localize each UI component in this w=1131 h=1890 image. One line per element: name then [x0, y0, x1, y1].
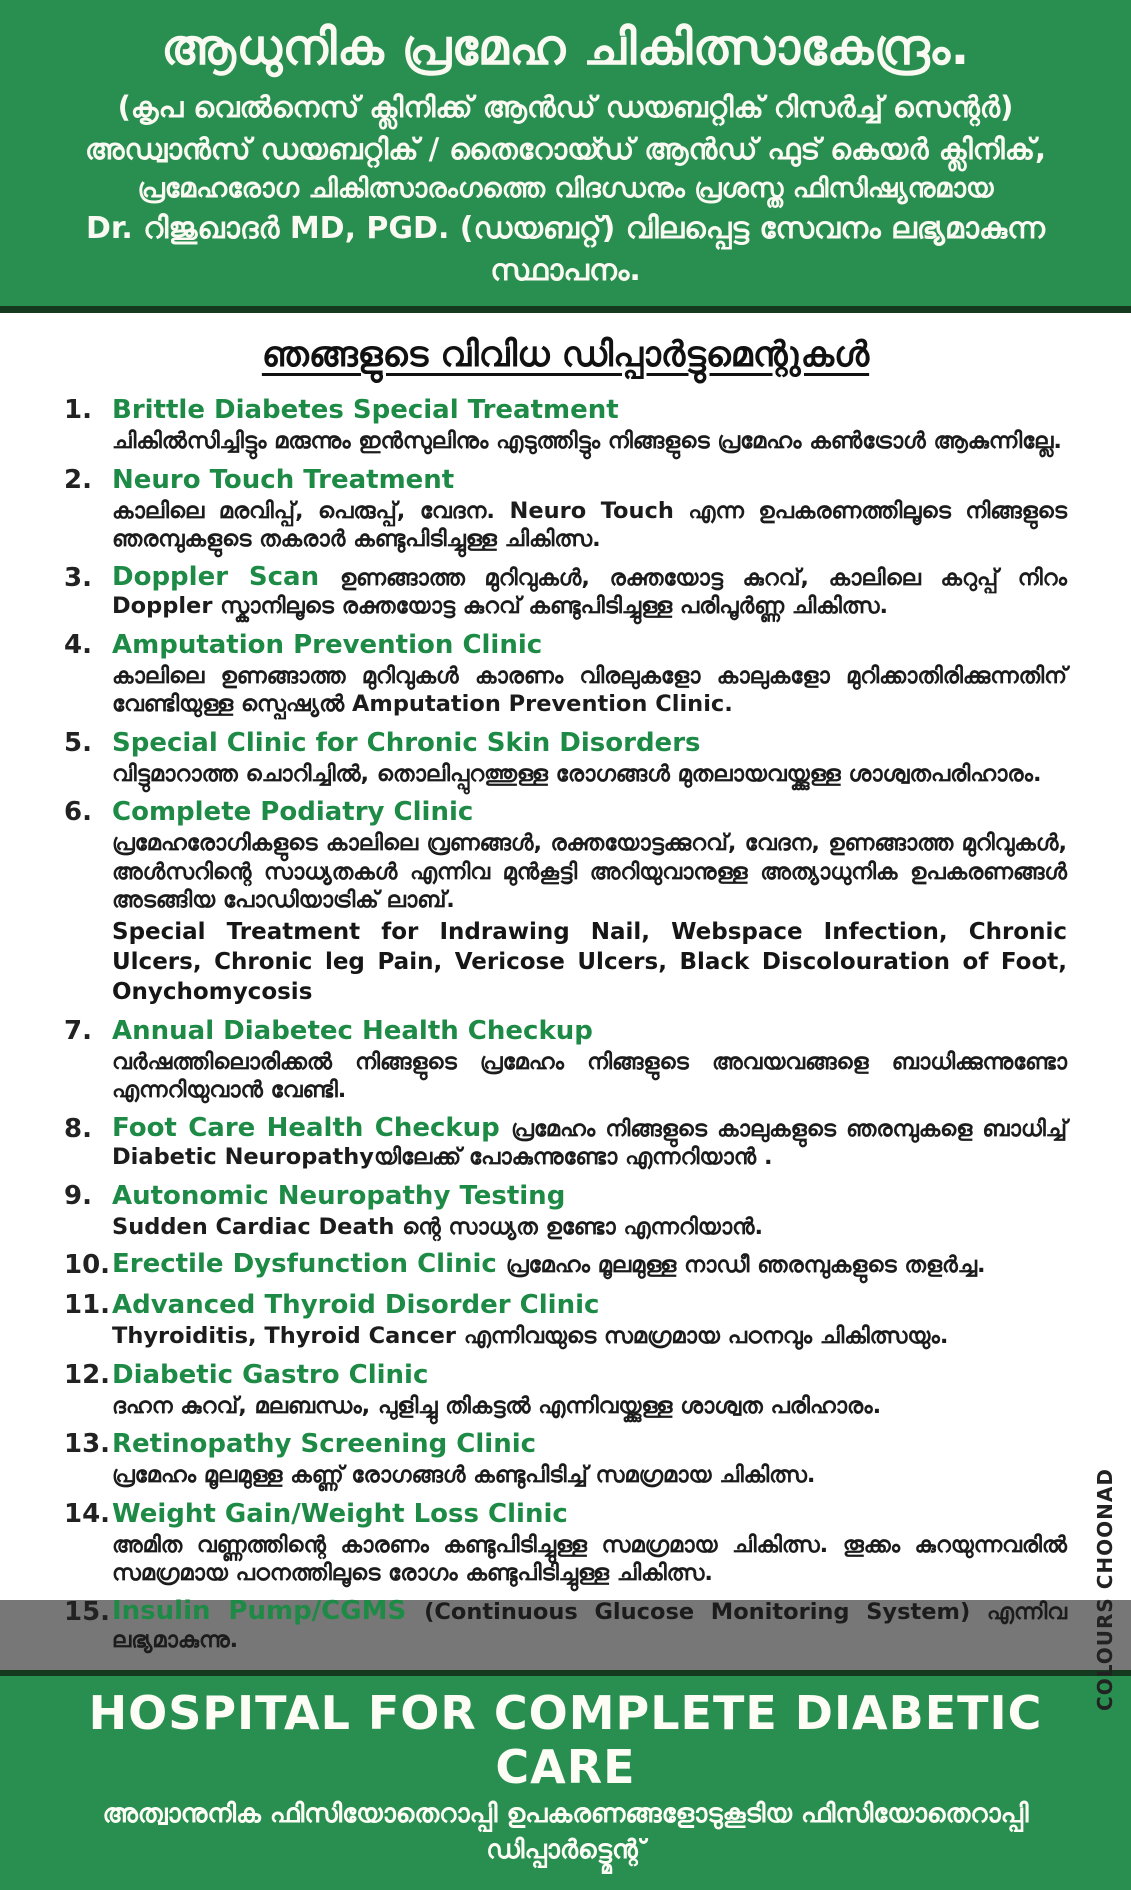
item-description: കാലിലെ ഉണങ്ങാത്ത മുറിവുകൾ കാരണം വിരലുകളോ കാലുകളോ മുറിക്കാതിരിക്കുന്നതിന് വേണ്ടിയുള്ള സ്പെഷ്യൽ Amputation Prevention Clinic.: [112, 662, 1067, 717]
item-description: വർഷത്തിലൊരിക്കൽ നിങ്ങളുടെ പ്രമേഹം നിങ്ങളുടെ അവയവങ്ങളെ ബാധിക്കുന്നുണ്ടോ എന്നറിയുവാൻ വേണ്ടി.: [112, 1048, 1067, 1103]
item-heading: Doppler Scan: [112, 561, 340, 592]
item-heading: Neuro Touch Treatment: [112, 464, 455, 495]
section-title: ഞങ്ങളുടെ വിവിധ ഡിപ്പാർട്ടുമെന്റുകൾ: [261, 335, 870, 375]
item-heading: Weight Gain/Weight Loss Clinic: [112, 1498, 568, 1529]
item-content: [112, 395, 1067, 456]
item-number: 6.: [64, 797, 92, 827]
item-content: [112, 1597, 1067, 1655]
item-heading: Foot Care Health Checkup: [112, 1112, 512, 1143]
masthead: [0, 0, 1131, 313]
item-heading: Amputation Prevention Clinic: [112, 629, 543, 660]
item-number: 13.: [64, 1429, 111, 1459]
item-content: [112, 630, 1067, 719]
item-description: അമിത വണ്ണത്തിന്റെ കാരണം കണ്ടുപിടിച്ചുള്ള സമഗ്രമായ ചികിത്സ. തൂക്കം കുറയുന്നവരിൽ സമഗ്രമായ പഠനത്തിലൂടെ രോഗം കണ്ടുപിടിച്ചുള്ള ചികിത്സ.: [112, 1531, 1067, 1586]
item-heading: Complete Podiatry Clinic: [112, 797, 474, 827]
clinic-title: ആധുനിക പ്രമേഹ ചികിത്സാകേന്ദ്രം.: [161, 19, 970, 76]
item-description: കാലിലെ മരവിപ്പ്, പെരുപ്പ്, വേദന. Neuro Touch എന്ന ഉപകരണത്തിലൂടെ നിങ്ങളുടെ ഞരമ്പുകളുടെ തകരാർ കണ്ടുപിടിച്ചുള്ള ചികിത്സ.: [112, 497, 1067, 552]
item-description: പ്രമേഹരോഗികളുടെ കാലിലെ വ്രണങ്ങൾ, രക്തയോട്ടക്കുറവ്, വേദന, ഉണങ്ങാത്ത മുറിവുകൾ, അൾസറിന്റെ സാധ്യതകൾ എന്നിവ മുൻകൂട്ടി അറിയുവാനുള്ള അത്യാധുനിക ഉപകരണങ്ങൾ അടങ്ങിയ പോഡിയാട്രിക് ലാബ്.: [112, 830, 1067, 913]
item-number: 12.: [64, 1359, 111, 1390]
item-description: വിട്ടുമാറാത്ത ചൊറിച്ചിൽ, തൊലിപ്പുറത്തുള്ള രോഗങ്ങൾ മുതലായവയ്ക്കുള്ള ശാശ്വതപരിഹാരം.: [112, 760, 1042, 787]
item-description: ദഹന കുറവ്, മലബന്ധം, പുളിച്ചു തികട്ടൽ എന്നിവയ്ക്കുള്ള ശാശ്വത പരിഹാരം.: [112, 1392, 882, 1419]
department-item: [64, 1360, 1067, 1421]
item-description: Doppler Scan ഉണങ്ങാത്ത മുറിവുകൾ, രക്തയോട്ട കുറവ്, കാലിലെ കറുപ്പ് നിറം Doppler സ്കാനിലൂടെ രക്തയോട്ട കുറവ് കണ്ടുപിടിച്ചുള്ള പരിപൂർണ്ണ ചികിത്സ.: [112, 561, 1067, 619]
department-item: [64, 630, 1067, 719]
footer-banner: [0, 1670, 1131, 1890]
department-item: [64, 465, 1067, 554]
department-item: [64, 1499, 1067, 1588]
department-item: [64, 728, 1067, 789]
item-number: 1.: [64, 395, 92, 425]
item-number: 3.: [64, 562, 92, 593]
footer-subtitle: അത്വാനുനിക ഫിസിയോതെറാപ്പി ഉപകരണങ്ങളോടുകൂടിയ ഫിസിയോതെറാപ്പി ഡിപ്പാർട്ട്മെന്റ്: [102, 1798, 1029, 1865]
item-content: [112, 797, 1067, 1007]
item-description-english: Special Treatment for Indrawing Nail, Webspace Infection, Chronic Ulcers, Chronic leg Pain, Vericose Ulcers, Black Discolouration of Foot, Onychomycosis: [112, 918, 1067, 1005]
item-content: [112, 563, 1067, 621]
item-heading: Erectile Dysfunction Clinic: [112, 1249, 506, 1279]
item-number: 8.: [64, 1113, 92, 1144]
doctor-name-line: Dr. റിജുഖാദർ MD, PGD. (ഡയബറ്റ്) വിലപ്പെട്ട സേവനം ലഭ്യമാകുന്ന സ്ഥാപനം.: [86, 211, 1045, 288]
item-heading: Brittle Diabetes Special Treatment: [112, 395, 619, 425]
item-description: Thyroiditis, Thyroid Cancer എന്നിവയുടെ സമഗ്രമായ പഠനവും ചികിത്സയും.: [112, 1323, 949, 1349]
clinic-subtitle-services: അഡ്വാൻസ് ഡയബറ്റിക് / തൈറോയ്ഡ് ആൻഡ് ഫുട് കെയർ ക്ലിനിക്,: [84, 132, 1046, 166]
item-heading: Retinopathy Screening Clinic: [112, 1429, 537, 1459]
item-heading: Special Clinic for Chronic Skin Disorders: [112, 727, 701, 758]
department-item: [64, 1429, 1067, 1490]
item-number: 15.: [64, 1596, 111, 1627]
item-description: Foot Care Health Checkup പ്രമേഹം നിങ്ങളുടെ കാലുകളുടെ ഞരമ്പുകളെ ബാധിച്ച് Diabetic Neuropathyയിലേക്ക് പോകുന്നുണ്ടോ എന്നറിയാൻ .: [112, 1112, 1067, 1170]
item-content: [112, 1429, 1067, 1490]
item-number: 10.: [64, 1250, 111, 1280]
item-heading: Insulin Pump/CGMS: [112, 1595, 425, 1626]
item-number: 4.: [64, 629, 92, 660]
item-number: 2.: [64, 464, 92, 495]
clinic-subtitle-specialist: പ്രമേഹരോഗ ചികിത്സാരംഗത്തെ വിദഗ്ധനും പ്രശസ്ത ഫിസിഷ്യനുമായ: [137, 173, 994, 204]
item-content: [112, 728, 1067, 789]
item-content: [112, 1181, 1067, 1242]
footer-title: HOSPITAL FOR COMPLETE DIABETIC CARE: [88, 1685, 1043, 1794]
item-content: [112, 1114, 1067, 1172]
item-description: Insulin Pump/CGMS (Continuous Glucose Monitoring System) എന്നിവ ലഭ്യമാകുന്നു.: [112, 1595, 1067, 1653]
item-description: പ്രമേഹം മൂലമുള്ള കണ്ണ് രോഗങ്ങൾ കണ്ടുപിടിച്ച് സമഗ്രമായ ചികിത്സ.: [112, 1462, 816, 1488]
item-content: [112, 1016, 1067, 1105]
item-number: 9.: [64, 1180, 92, 1211]
department-item: [64, 1114, 1067, 1172]
item-content: [112, 1250, 1067, 1281]
department-item: [64, 1181, 1067, 1242]
item-content: [112, 1499, 1067, 1588]
item-number: 11.: [64, 1290, 111, 1320]
item-heading: Advanced Thyroid Disorder Clinic: [112, 1290, 600, 1320]
department-item: [64, 1290, 1067, 1351]
item-description: Erectile Dysfunction Clinic പ്രമേഹം മൂലമുള്ള നാഡീ ഞരമ്പുകളുടെ തളർച്ച.: [112, 1249, 986, 1279]
department-item: [64, 395, 1067, 456]
item-heading: Autonomic Neuropathy Testing: [112, 1180, 566, 1211]
departments-section: [0, 313, 1131, 1711]
item-content: [112, 1290, 1067, 1351]
department-item: [64, 1016, 1067, 1105]
department-item: [64, 563, 1067, 621]
department-item: [64, 1250, 1067, 1281]
item-number: 14.: [64, 1498, 111, 1529]
departments-list: [64, 395, 1067, 1655]
item-heading: Diabetic Gastro Clinic: [112, 1359, 429, 1390]
clinic-subtitle-research-center: (കൃപ വെൽനെസ് ക്ലിനിക്ക് ആൻഡ് ഡയബറ്റിക് റിസർച്ച് സെന്റർ): [117, 90, 1014, 124]
item-heading: Annual Diabetec Health Checkup: [112, 1015, 593, 1046]
item-content: [112, 465, 1067, 554]
item-description: ചികിൽസിച്ചിട്ടും മരുന്നും ഇൻസുലിനും എടുത്തിട്ടും നിങ്ങളുടെ പ്രമേഹം കൺട്രോൾ ആകുന്നില്ലേ.: [112, 428, 1062, 454]
item-number: 5.: [64, 727, 92, 758]
department-item: [64, 797, 1067, 1007]
department-item: [64, 1597, 1067, 1655]
printer-credit: COLOURS CHOONAD: [1093, 1468, 1117, 1711]
item-description: Sudden Cardiac Death ന്റെ സാധ്യത ഉണ്ടോ എന്നറിയാൻ.: [112, 1213, 764, 1240]
item-content: [112, 1360, 1067, 1421]
item-number: 7.: [64, 1015, 92, 1046]
